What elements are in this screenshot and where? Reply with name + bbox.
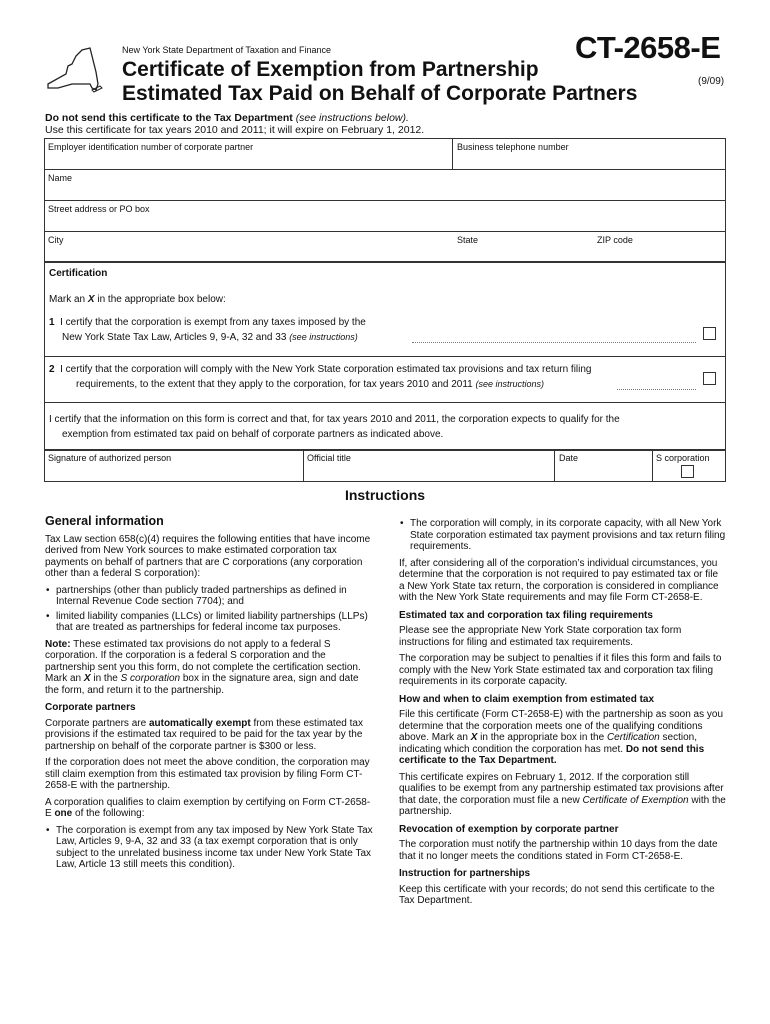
how-x: X: [470, 732, 478, 743]
signature-field[interactable]: Signature of authorized person: [48, 453, 172, 463]
item2-see: (see instructions): [475, 379, 545, 389]
s-corporation-checkbox[interactable]: [681, 465, 694, 478]
instructions-heading: Instructions: [344, 487, 426, 503]
general-paragraph: Tax Law section 658(c)(4) requires the following entities that have income derived from New York sources to make estimated corporation tax payments on behalf of partners that are C corporations (any corporation other than a federal S corporation):: [45, 533, 371, 579]
item1-line2-text: New York State Tax Law, Articles 9, 9-A, 32 and 33: [62, 332, 287, 343]
form-title-line2: Estimated Tax Paid on Behalf of Corporate Partners: [122, 82, 638, 105]
how-p2a: This certificate expires on February 1, 2012. If the corporation still qualifies to be exempt from any partnership estimated tax provisions after that date, the corporation must file a new: [399, 771, 724, 806]
how-when-heading: How and when to claim exemption from estimated tax: [399, 693, 655, 705]
note-scorp: S corporation: [120, 673, 181, 684]
how-p1b: in the appropriate box in the: [480, 732, 605, 743]
note-text2: in the: [93, 673, 118, 684]
est-paragraph-1: Please see the appropriate New York State corporation tax form instructions for filing and estimated tax requirements.: [399, 625, 682, 648]
agency-name: New York State Department of Taxation and Finance: [122, 45, 331, 55]
corporate-partners-heading: Corporate partners: [45, 702, 136, 713]
corp-paragraph-1: [45, 718, 375, 753]
revocation-heading: Revocation of exemption by corporate partner: [399, 823, 619, 835]
zip-field[interactable]: ZIP code: [597, 235, 633, 245]
item2-text: [49, 364, 592, 375]
item1-checkbox[interactable]: [703, 327, 716, 340]
certification-heading: Certification: [49, 268, 108, 279]
note-x: X: [83, 673, 91, 684]
instr-x: X: [87, 294, 95, 305]
item1-num: 1: [49, 317, 55, 328]
ein-field[interactable]: Employer identification number of corporate partner: [48, 142, 254, 152]
usage-note: Use this certificate for tax years 2010 and 2011; it will expire on February 1, 2012.: [45, 124, 425, 136]
instr-pre: Mark an: [49, 294, 86, 305]
city-field[interactable]: City: [48, 235, 64, 245]
note-text3: box in the signature area, sign and date the form, and return it to the partnership.: [45, 673, 359, 696]
new-york-state-map-logo: [42, 44, 104, 94]
item1-line2: [62, 332, 358, 343]
certification-statement-line2: exemption from estimated tax paid on behalf of corporate partners as indicated above.: [62, 429, 444, 440]
note-label: Note:: [45, 638, 71, 650]
form-title-line1: Certificate of Exemption from Partnership: [122, 58, 539, 81]
certification-instruction: [49, 294, 226, 305]
instr-post: in the appropriate box below:: [97, 294, 226, 305]
corp-paragraph-2: If the corporation does not meet the above condition, the corporation may still claim exemption from this estimated tax provision by filing Form CT-2658-E with the partnership.: [45, 757, 370, 791]
est-paragraph-2: The corporation may be subject to penalties if it files this form and fails to comply with the New York State estimated tax and corporation tax filing requirements in its corporate capacity.: [399, 653, 722, 687]
street-field[interactable]: Street address or PO box: [48, 204, 150, 214]
partnerships-paragraph: Keep this certificate with your records; do not send this certificate to the Tax Department.: [399, 883, 715, 906]
general-bullet-1: • partnerships (other than publicly traded partnerships as defined in Internal Revenue Code section 7704); and: [45, 585, 375, 608]
item2-checkbox[interactable]: [703, 372, 716, 385]
estimated-tax-heading: Estimated tax and corporation tax filing requirements: [399, 609, 653, 621]
corp-p3a: A corporation qualifies to claim exemption by certifying on Form CT-2658-E: [45, 796, 371, 819]
corp-list-continued: [399, 518, 726, 553]
instructions-right-column: [399, 518, 726, 912]
state-field[interactable]: State: [457, 235, 479, 245]
corp-list: [45, 825, 375, 871]
item1-see: (see instructions): [289, 332, 358, 342]
item2-line2: [76, 379, 544, 390]
note-italic: (see instructions below).: [295, 112, 409, 124]
name-field[interactable]: Name: [48, 173, 73, 183]
form-number: CT-2658-E: [575, 30, 721, 65]
how-paragraph-2: [399, 772, 726, 818]
form-revision: (9/09): [698, 76, 725, 87]
note-text1: These estimated tax provisions do not apply to a federal S corporation. If the corporation is a federal S corporation and the partnership sent you this form, do not complete the certification section. Mark an: [45, 638, 361, 684]
corp-p3b: one: [54, 808, 73, 819]
partnerships-heading: Instruction for partnerships: [399, 868, 531, 879]
how-cert: Certification: [606, 732, 660, 743]
general-list: [45, 585, 375, 634]
official-title-field[interactable]: Official title: [307, 453, 351, 463]
how-p2c: with the partnership.: [399, 794, 726, 817]
item2-line2-text: requirements, to the extent that they apply to the corporation, for tax years 2010 and 2011: [76, 379, 473, 390]
general-info-heading: General information: [45, 514, 164, 528]
note-paragraph: [45, 639, 375, 697]
how-paragraph-1: [399, 709, 726, 767]
how-p1a: File this certificate (Form CT-2658-E) with the partnership as soon as you determine that the corporation meets one of the qualifying conditions above. Mark an: [399, 709, 724, 743]
item2-line1: I certify that the corporation will comply with the New York State corporation estimated tax provisions and tax return filing: [60, 364, 592, 375]
item1-line1: I certify that the corporation is exempt from any taxes imposed by the: [60, 317, 366, 328]
circumstances-paragraph: If, after considering all of the corporation’s individual circumstances, you determine that the corporation is not required to pay estimated tax or file a New York State tax return, the corporation is considered in compliance with the New York State requirements and may file Form CT-2658-E.: [399, 557, 719, 603]
corp-p1b: automatically exempt: [148, 717, 251, 729]
phone-field[interactable]: Business telephone number: [457, 142, 569, 152]
item2-num: 2: [49, 364, 55, 375]
corp-p1a: Corporate partners are: [45, 717, 147, 729]
corp-p1c: from these estimated tax provisions if the estimated tax required to be paid for the tax year by the partnership on behalf of the corporate partner is $300 or less.: [45, 717, 363, 752]
instructions-left-column: [45, 516, 375, 876]
revocation-paragraph: The corporation must notify the partnership within 10 days from the date that it no longer meets the conditions stated in Form CT-2658-E.: [399, 839, 718, 862]
how-p1c: section, indicating which condition the corporation has met.: [399, 732, 697, 755]
how-p2b: Certificate of Exemption: [582, 794, 689, 806]
corp-paragraph-3: [45, 797, 375, 820]
general-bullet-2: • limited liability companies (LLCs) or limited liability partnerships (LLPs) that are treated as partnerships for federal income tax purposes.: [45, 611, 375, 634]
form-title: [122, 58, 637, 106]
certification-statement-line1: I certify that the information on this form is correct and that, for tax years 2010 and 2011, the corporation expects to qualify for the: [49, 414, 620, 425]
s-corporation-label: S corporation: [656, 453, 710, 463]
note-bold: Do not send this certificate to the Tax Department: [45, 112, 293, 124]
corp-p3c: of the following:: [75, 808, 145, 819]
item1-text: [49, 317, 366, 328]
corp-bullet-1: • The corporation is exempt from any tax imposed by New York State Tax Law, Articles 9, 9-A, 32 and 33 (a tax exempt corporation that is only subject to the unrelated business income tax under New York State Tax Law, Article 13 still meets this condition).: [45, 825, 375, 871]
date-field[interactable]: Date: [559, 453, 579, 463]
how-p1d: Do not send this certificate to the Tax Department.: [399, 743, 705, 766]
corp-bullet-2: • The corporation will comply, in its corporate capacity, with all New York State corporation estimated tax payment provisions and tax return filing requirements.: [399, 518, 726, 553]
do-not-send-note: [45, 112, 409, 124]
